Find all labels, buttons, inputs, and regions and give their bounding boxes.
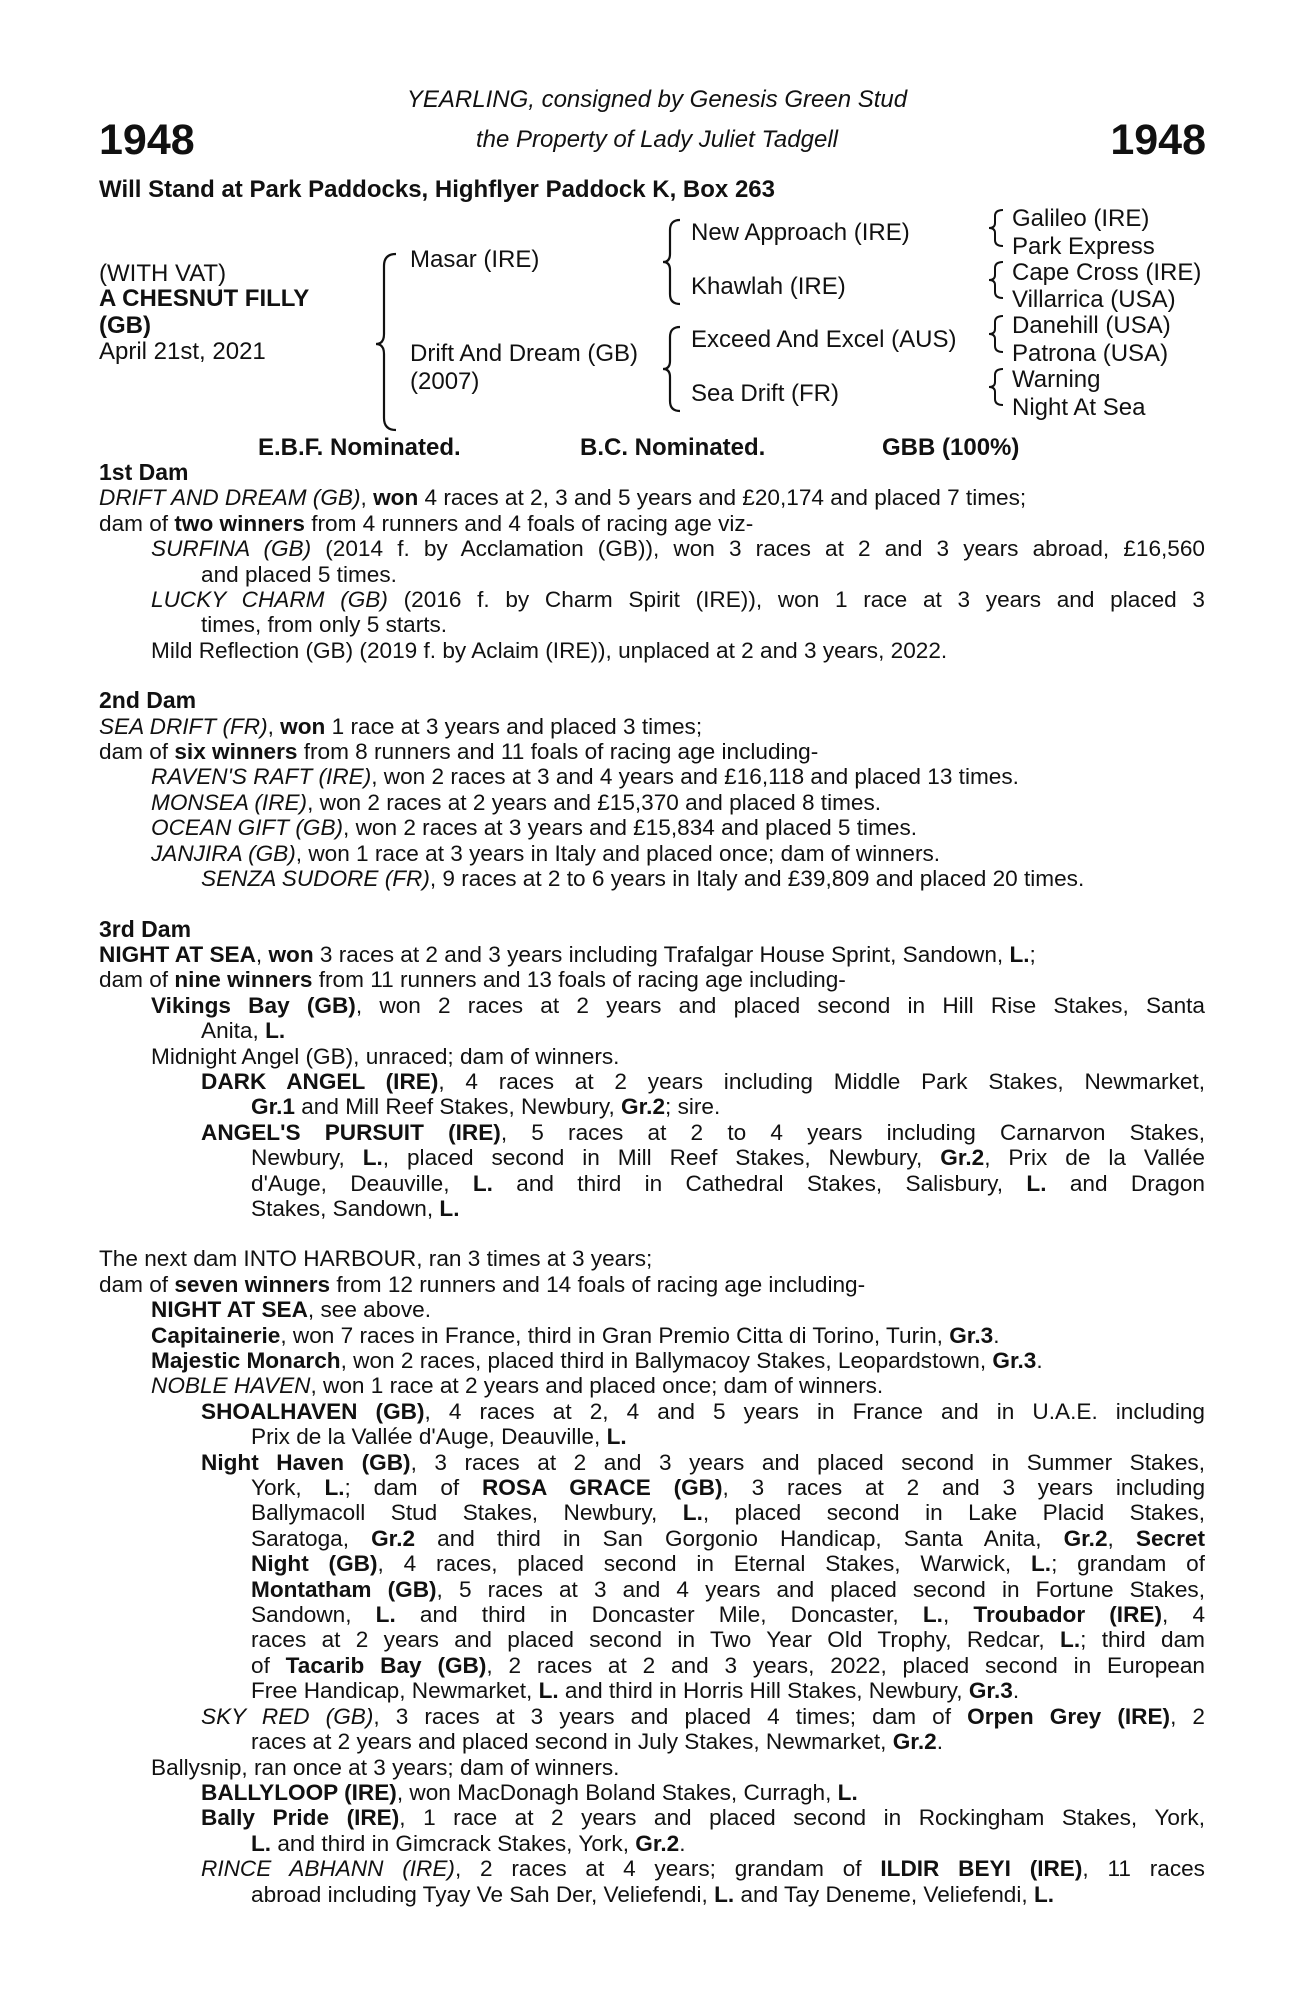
body-line: dam of six winners from 8 runners and 11 foals of racing age including- <box>99 739 819 765</box>
property-line: the Property of Lady Juliet Tadgell <box>475 126 838 153</box>
body-line: SHOALHAVEN (GB), 4 races at 2, 4 and 5 years in France and in U.A.E. including <box>201 1398 1205 1424</box>
sire-of-dam: Exceed And Excel (AUS) <box>691 326 957 353</box>
body-line: York, L.; dam of ROSA GRACE (GB), 3 races at 2 and 3 years including <box>251 1475 1205 1501</box>
dam-name: Drift And Dream (GB) <box>410 340 639 367</box>
body-line: Sandown, L. and third in Doncaster Mile, Doncaster, L., Troubador (IRE), 4 <box>251 1602 1205 1628</box>
body-line: DARK ANGEL (IRE), 4 races at 2 years including Middle Park Stakes, Newmarket, <box>201 1068 1205 1094</box>
body-line: Gr.1 and Mill Reef Stakes, Newbury, Gr.2; sire. <box>251 1094 721 1120</box>
body-line: MONSEA (IRE), won 2 races at 2 years and £15,370 and placed 8 times. <box>151 789 882 815</box>
gen4-7: Warning <box>1012 366 1101 393</box>
bracket-g3-3 <box>986 314 1008 354</box>
bracket-dam <box>660 325 686 413</box>
body-line: RINCE ABHANN (IRE), 2 races at 4 years; grandam of ILDIR BEYI (IRE), 11 races <box>201 1856 1205 1882</box>
body-line: Midnight Angel (GB), unraced; dam of winners. <box>151 1043 620 1069</box>
body-line: SKY RED (GB), 3 races at 3 years and placed 4 times; dam of Orpen Grey (IRE), 2 <box>201 1703 1205 1729</box>
body-line: abroad including Tyay Ve Sah Der, Veliefendi, L. and Tay Deneme, Veliefendi, L. <box>251 1881 1055 1907</box>
body-line: Mild Reflection (GB) (2019 f. by Aclaim (IRE)), unplaced at 2 and 3 years, 2022. <box>151 637 948 663</box>
consignor-line: YEARLING, consigned by Genesis Green Stud <box>406 86 908 113</box>
body-line: SENZA SUDORE (FR), 9 races at 2 to 6 years in Italy and £39,809 and placed 20 times. <box>201 866 1085 892</box>
sire-name: Masar (IRE) <box>410 246 540 273</box>
body-line: Vikings Bay (GB), won 2 races at 2 years and placed second in Hill Rise Stakes, Santa <box>151 992 1205 1018</box>
dam-of-dam: Sea Drift (FR) <box>691 380 840 407</box>
body-line: L. and third in Gimcrack Stakes, York, Gr.2. <box>251 1830 686 1856</box>
body-line: LUCKY CHARM (GB) (2016 f. by Charm Spirit (IRE)), won 1 race at 3 years and placed 3 <box>151 587 1205 613</box>
body-line: Prix de la Vallée d'Auge, Deauville, L. <box>251 1424 627 1450</box>
body-line: Capitainerie, won 7 races in France, third in Gran Premio Citta di Torino, Turin, Gr.3. <box>151 1322 1000 1348</box>
body-line: Montatham (GB), 5 races at 3 and 4 years and placed second in Fortune Stakes, <box>251 1576 1205 1602</box>
body-line: NOBLE HAVEN, won 1 race at 2 years and placed once; dam of winners. <box>151 1373 884 1399</box>
gen4-2: Park Express <box>1012 233 1155 260</box>
foaling-date: April 21st, 2021 <box>99 338 266 365</box>
gen4-4: Villarrica (USA) <box>1012 286 1176 313</box>
body-line: times, from only 5 starts. <box>201 612 448 638</box>
horse-name: A CHESNUT FILLY <box>99 285 310 312</box>
body-line: ANGEL'S PURSUIT (IRE), 5 races at 2 to 4 years including Carnarvon Stakes, <box>201 1119 1205 1145</box>
body-line: SEA DRIFT (FR), won 1 race at 3 years and placed 3 times; <box>99 713 703 739</box>
body-line: races at 2 years and placed second in Two Year Old Trophy, Redcar, L.; third dam <box>251 1627 1205 1653</box>
bracket-g3-1 <box>986 208 1008 248</box>
second-dam-heading: 2nd Dam <box>99 688 197 714</box>
lot-number-right: 1948 <box>1110 116 1206 164</box>
bc-nomination: B.C. Nominated. <box>580 434 766 461</box>
body-line: DRIFT AND DREAM (GB), won 4 races at 2, 3 and 5 years and £20,174 and placed 7 times; <box>99 485 1027 511</box>
catalogue-body <box>99 460 1205 1907</box>
body-line: Stakes, Sandown, L. <box>251 1195 460 1221</box>
gen4-3: Cape Cross (IRE) <box>1012 259 1202 286</box>
body-line: of Tacarib Bay (GB), 2 races at 2 and 3 years, 2022, placed second in European <box>251 1652 1205 1678</box>
gen4-1: Galileo (IRE) <box>1012 205 1150 232</box>
lot-number-left: 1948 <box>99 116 195 164</box>
bracket-g3-2 <box>986 260 1008 300</box>
body-line: NIGHT AT SEA, see above. <box>151 1297 432 1323</box>
body-line: Ballysnip, ran once at 3 years; dam of winners. <box>151 1754 620 1780</box>
body-line: and placed 5 times. <box>201 561 397 587</box>
ebf-nomination: E.B.F. Nominated. <box>258 434 461 461</box>
body-line: JANJIRA (GB), won 1 race at 3 years in Italy and placed once; dam of winners. <box>151 840 941 866</box>
body-line: Ballymacoll Stud Stakes, Newbury, L., placed second in Lake Placid Stakes, <box>251 1500 1205 1526</box>
vat-label: (WITH VAT) <box>99 260 227 287</box>
gbb-rating: GBB (100%) <box>882 434 1020 461</box>
body-line: dam of two winners from 4 runners and 4 foals of racing age viz- <box>99 510 754 536</box>
body-line: Saratoga, Gr.2 and third in San Gorgonio Handicap, Santa Anita, Gr.2, Secret <box>251 1525 1205 1551</box>
body-line: dam of seven winners from 12 runners and 14 foals of racing age including- <box>99 1271 866 1297</box>
body-line: NIGHT AT SEA, won 3 races at 2 and 3 years including Trafalgar House Sprint, Sandown, L.; <box>99 941 1036 967</box>
body-line: d'Auge, Deauville, L. and third in Cathedral Stakes, Salisbury, L. and Dragon <box>251 1170 1205 1196</box>
first-dam-heading: 1st Dam <box>99 460 189 485</box>
body-line: The next dam INTO HARBOUR, ran 3 times at 3 years; <box>99 1246 653 1272</box>
body-line: Night Haven (GB), 3 races at 2 and 3 years and placed second in Summer Stakes, <box>201 1449 1205 1475</box>
gen4-8: Night At Sea <box>1012 394 1146 421</box>
body-line: OCEAN GIFT (GB), won 2 races at 3 years and £15,834 and placed 5 times. <box>151 815 918 841</box>
body-line: RAVEN'S RAFT (IRE), won 2 races at 3 and 4 years and £16,118 and placed 13 times. <box>151 764 1019 790</box>
bracket-sire <box>660 218 686 306</box>
body-line: Night (GB), 4 races, placed second in Eternal Stakes, Warwick, L.; grandam of <box>251 1551 1205 1577</box>
body-line: BALLYLOOP (IRE), won MacDonagh Boland Stakes, Curragh, L. <box>201 1779 858 1805</box>
body-line: races at 2 years and placed second in July Stakes, Newmarket, Gr.2. <box>251 1729 943 1755</box>
body-line: Anita, L. <box>201 1018 286 1044</box>
body-line: Bally Pride (IRE), 1 race at 2 years and placed second in Rockingham Stakes, York, <box>201 1805 1205 1831</box>
horse-origin: (GB) <box>99 312 151 339</box>
bracket-main <box>372 252 402 432</box>
bracket-g3-4 <box>986 367 1008 407</box>
gen4-6: Patrona (USA) <box>1012 340 1169 367</box>
dam-of-sire: Khawlah (IRE) <box>691 273 846 300</box>
body-line: Majestic Monarch, won 2 races, placed third in Ballymacoy Stakes, Leopardstown, Gr.3. <box>151 1348 1043 1373</box>
stand-location: Will Stand at Park Paddocks, Highflyer Paddock K, Box 263 <box>99 176 775 203</box>
body-line: Free Handicap, Newmarket, L. and third in Horris Hill Stakes, Newbury, Gr.3. <box>251 1678 1020 1704</box>
body-line: dam of nine winners from 11 runners and 13 foals of racing age including- <box>99 967 846 993</box>
gen4-5: Danehill (USA) <box>1012 312 1171 339</box>
body-line: SURFINA (GB) (2014 f. by Acclamation (GB)), won 3 races at 2 and 3 years abroad, £16,560 <box>151 536 1205 562</box>
third-dam-heading: 3rd Dam <box>99 916 192 942</box>
sire-of-sire: New Approach (IRE) <box>691 219 910 246</box>
dam-year: (2007) <box>410 368 480 395</box>
body-line: Newbury, L., placed second in Mill Reef Stakes, Newbury, Gr.2, Prix de la Vallée <box>251 1145 1205 1171</box>
